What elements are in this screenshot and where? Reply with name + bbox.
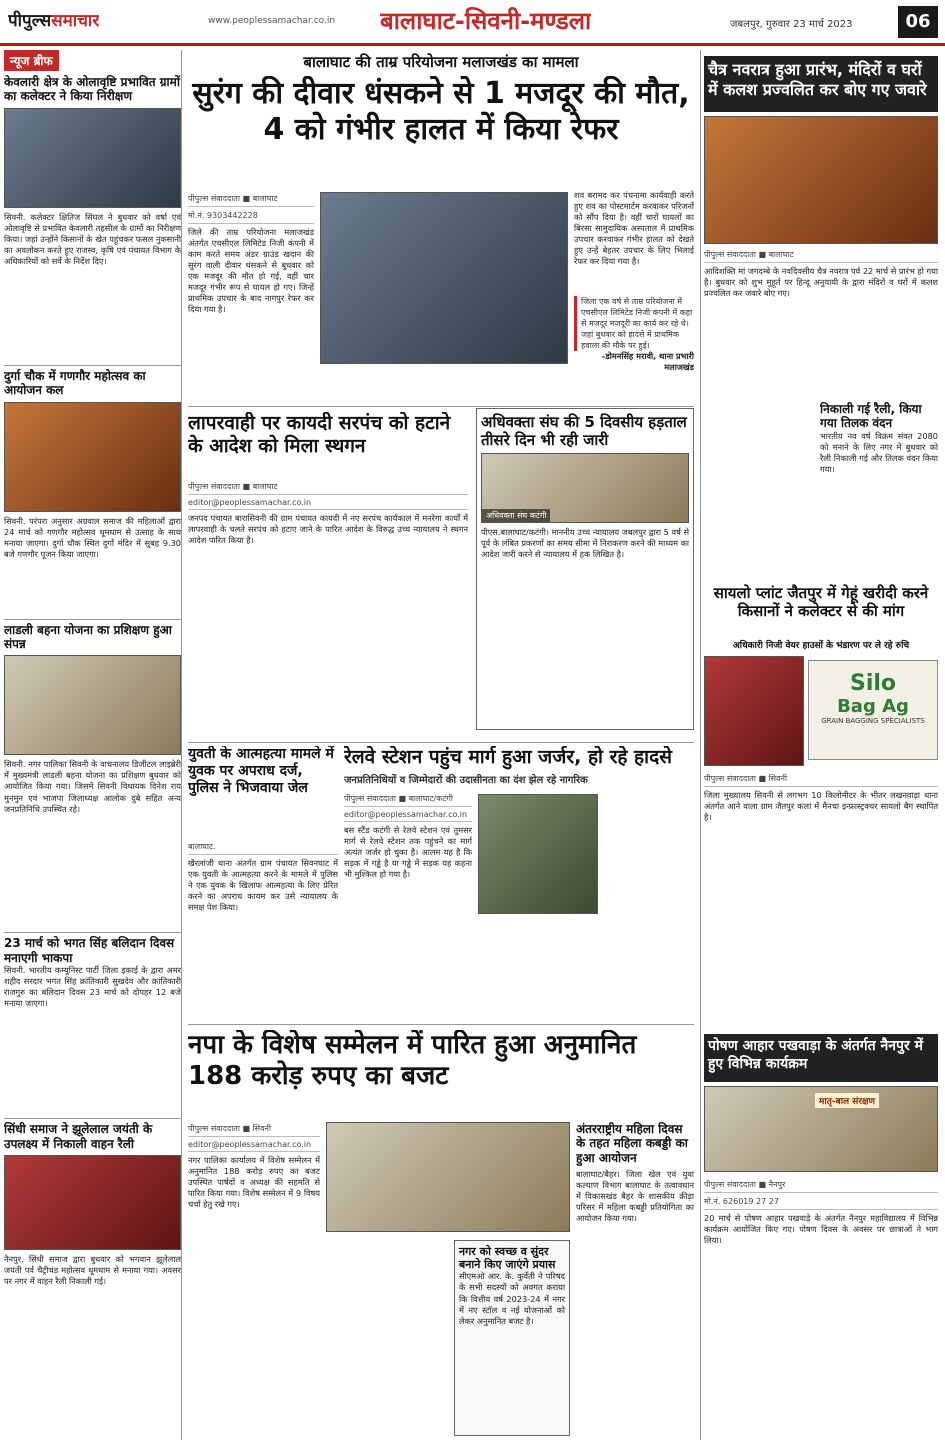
gangaur-photo [4, 402, 181, 512]
railway-headline[interactable]: रेलवे स्टेशन पहुंच मार्ग हुआ जर्जर, हो रहे हादसे [344, 746, 672, 768]
silo-logo-word1: Silo [849, 671, 897, 696]
poshan-banner: मातृ-बाल संरक्षण [815, 1093, 879, 1108]
rally-story [820, 402, 938, 572]
byline: पीपुल्स संवाददाता ■ बालाघाट [188, 481, 468, 495]
navratri-headline[interactable]: चैत्र नवरात्र हुआ प्रारंभ, मंदिरों व घरों में कलश प्रज्वलित कर बोए गए जवारे [704, 56, 938, 112]
brief-headline[interactable]: केवलारी क्षेत्र के ओलावृष्टि प्रभावित ग्रामों का कलेक्टर ने किया निरीक्षण [4, 75, 180, 104]
byline: पीपुल्स संवाददाता ■ बालाघाट [188, 193, 314, 207]
callout-body: सीएमओ आर. के. कुर्वेती ने परिषद के सभी सदस्यों को अवगत कराया कि वित्तीय वर्ष 2023-24 में नगर में नए स्टॉल व नई योजनाओं को लेकर अनुमानित बजट है। [459, 1271, 565, 1326]
sarpanch-body: जनपद पंचायत बारासिवनी की ग्राम पंचायत कायदी में नए सरपंच कार्यकाल में मनरेगा कार्यों में लापरवाही के चलते सरपंच को हटाए जाने के पारित आदेश के विरुद्ध उच्च न्यायालय ने स्थगन आदेश पारित किया है। [188, 513, 468, 546]
kabaddi-story [576, 1122, 694, 1440]
rally-body: भारतीय नव वर्ष विक्रम संवत 2080 को मनाने के लिए नगर में बुधवार को रैली निकाली गई और तिलक वंदन किया गया। [820, 430, 938, 474]
brief-body: नैनपुर. सिंधी समाज द्वारा बुधवार को भगवान झूलेलाल जयंती पर्व चैट्रीचंड महोत्सव धूमधाम से मनाया गया। अवसर पर नगर में वाहन रैली निकाली गई। [4, 1253, 181, 1287]
brief-headline[interactable]: सिंधी समाज ने झूलेलाल जयंती के उपलक्ष्य में निकाली वाहन रैली [4, 1122, 153, 1151]
grain-machine-photo [704, 656, 804, 766]
logo-part2: समाचार [51, 11, 100, 31]
kabaddi-headline[interactable]: अंतरराष्ट्रीय महिला दिवस के तहत महिला कबड्डी का हुआ आयोजन [576, 1122, 688, 1165]
mobile-number: मो.नं. 626019 27 27 [704, 1196, 938, 1210]
logo-part1: पीपुल्स [8, 11, 52, 31]
lead-headline[interactable]: सुरंग की दीवार धंसकने से 1 मजदूर की मौत, 4 को गंभीर हालत में किया रेफर [192, 76, 690, 147]
mobile-number: मो.नं. 9303442228 [188, 210, 314, 224]
field-inspection-photo [4, 108, 181, 208]
brief-headline[interactable]: दुर्गा चौक में गणगौर महोत्सव का आयोजन कल [4, 368, 146, 398]
page-number: 06 [898, 6, 938, 38]
brief-headline[interactable]: 23 मार्च को भगत सिंह बलिदान दिवस मनाएगी भाकपा [4, 936, 175, 965]
railway-body: बस स्टैंड कटंगी से रेलवे स्टेशन एवं तुमसर मार्ग से रेलवे स्टेशन तक पहुंचने का मार्ग अत्यंत जर्जर हो चुका है। आलम यह है कि सड़क में गड्ढे है या गड्ढे में सड़क यह कहना भी मुश्किल हो गया है। [344, 825, 472, 880]
budget-body: नगर पालिका कार्यालय में विशेष सम्मेलन में अनुमानित 188 करोड़ रुपए का बजट उपस्थित पार्षदों व अध्यक्ष की सहमति से पारित किया गया। विशेष सम्मेलन में 9 विषय चर्चा हेतु रखे गए। [188, 1155, 320, 1210]
railway-subhead: जनप्रतिनिधियों व जिम्मेदारों की उदासीनता का दंश झेल रहे नागरिक [344, 775, 588, 786]
brief-body: सिवनी. परंपरा अनुसार अग्रवाल समाज की महिलाओं द्वारा 24 मार्च को गणगौर महोत्सव धूमधाम से उत्साह के साथ मनाया जाएगा। दुर्गा चौक स्थित दुर्गा मंदिर में सुबह 9.30 बजे गणगौर पूजन किया जाएगा। [4, 515, 181, 559]
lead-kicker: बालाघाट की ताम्र परियोजना मलाजखंड का मामला [303, 53, 579, 71]
section-tag: न्यूज ब्रीफ [4, 50, 59, 71]
youth-body: खैरलांजी थाना अंतर्गत ग्राम पंचायत सिवनघाट में एक युवती के आत्महत्या करने के मामले में पुलिस ने एक युवक के खिलाफ आत्महत्या के लिए प्रेरित करने का अपराध कायम कर उसे न्यायालय के समक्ष पेश किया। [188, 858, 338, 913]
budget-headline[interactable]: नपा के विशेष सम्मेलन में पारित हुआ अनुमानित 188 करोड़ रुपए का बजट [188, 1030, 637, 1092]
email: editor@peoplessamachar.co.in [188, 1140, 320, 1152]
silo-logo-word2: Bag Ag [837, 696, 909, 717]
newspaper-logo[interactable] [8, 8, 99, 31]
lead-body: शव बरामद कर पंचनामा कार्यवाही करते हुए शव का पोस्टमार्टम करवाकर परिजनों को सौंप दिया है। वहीं चारों घायलों का बिरसा सामुदायिक अस्पताल में प्राथमिक उपचार करवाकर गंभीर हालत को देखते हुए उन्हें बेहतर उपचार के लिए भिलाई रेफर कर दिया गया है। [574, 190, 694, 267]
edition-title: बालाघाट-सिवनी-मण्डला [380, 7, 592, 35]
email: editor@peoplessamachar.co.in [344, 810, 472, 822]
divider [188, 1024, 694, 1025]
strike-story [476, 408, 694, 730]
brief-body: सिवनी. भारतीय कम्युनिस्ट पार्टी जिला इकाई के द्वारा अमर शहीद सरदार भगत सिंह क्रांतिकारी सुखदेव और क्रांतिकारी राजगुरु का बलिदान दिवस 23 मार्च को दोपहर 12 बजे मनाया जाएगा। [4, 965, 181, 1009]
byline: पीपुल्स संवाददाता ■ सिवनी [704, 773, 938, 787]
sarpanch-story [188, 478, 468, 738]
training-photo [4, 655, 181, 755]
byline: बालाघाट. [188, 841, 338, 855]
photo-board: अधिवक्ता संघ कटंगी [482, 509, 550, 522]
youth-headline[interactable]: युवती के आत्महत्या मामले में युवक पर अपराध दर्ज, पुलिस ने भिजवाया जेल [188, 746, 334, 796]
silo-subhead: अधिकारी निजी वेयर हाउसों के भंडारण पर ले रहे रुचि [732, 641, 910, 651]
lead-body: जिले की ताम्र परियोजना मलाजखंड अंतर्गत एचसीएल लिमिटेड निजी कंपनी में काम करते समय अंडर ग्राउंड खदान की सुरंग वाली दीवार धंसकने से बुधवार को एक मजदूर की मौत हो गई, वहीं चार मजदूर गंभीर रूप से घायल हो गए। जिन्हें प्राथमिक उपचार के बाद नागपुर रेफर कर दिया गया है। [188, 227, 314, 315]
court-building-photo [481, 453, 689, 523]
youth-story [188, 838, 338, 1018]
rally-headline[interactable]: निकाली गई रैली, किया गया तिलक वंदन [820, 402, 922, 431]
lead-quote: जिला एक वर्ष से ताम्र परियोजना में एचसीएल लिमिटेड निजी कंपनी में कहा से मजदूर मजदूरी का कार्य कर रहे थे। जहां बुधवार को हादसे में प्राथमिक हवाला की मौके पर हुई। [574, 296, 694, 351]
budget-callout [454, 1240, 570, 1436]
email: editor@peoplessamachar.co.in [188, 498, 468, 510]
brief-body: सिवनी. नगर पालिका सिवनी के वाचनालय डिजीटल लाइब्रेरी में मुख्यमंत्री लाडली बहना योजना का प्रशिक्षण बुधवार को आयोजित किया गया। जिसमें सिवनी विधायक दिनेश राय मुनमुन एवं भाजपा जिलाध्यक्ष आलोक दुबे सहित अन्य जनप्रतिनिधि उपस्थित रहे। [4, 759, 181, 814]
silo-story [704, 770, 938, 1020]
byline: पीपुल्स संवाददाता ■ बालाघाट [704, 249, 938, 263]
navratri-body: आदिशक्ति मां जगदम्बे के नवदिवसीय चैत्र नवरात्र पर्व 22 मार्च से प्रारंभ हो गया है। बुधवार को शुभ मुहूर्त पर हिन्दू अनुयायी के द्वारा मंदिरों व घरों में कलश प्रज्वलित कर जवारे बोए गए। [704, 266, 938, 299]
damaged-road-photo [478, 794, 598, 914]
silo-headline[interactable]: सायलो प्लांट जैतपुर में गेहूं खरीदी करने किसानों ने कलेक्टर से की मांग [713, 584, 929, 620]
byline: पीपुल्स संवाददाता ■ बालाघाट/कटंगी [344, 793, 472, 807]
news-brief-column [4, 50, 182, 1440]
silo-tagline: GRAIN BAGGING SPECIALISTS [821, 717, 925, 725]
railway-story [344, 790, 472, 1020]
kabaddi-body: बालाघाट/बैहर। जिला खेल एवं युवा कल्याण विभाग बालाघाट के तत्वावधान में विकासखंड बैहर के शासकीय क्रीड़ा परिसर में महिला कबड्डी प्रतियोगिता का आयोजन किया गया। [576, 1169, 694, 1224]
poshan-photo [704, 1086, 938, 1172]
mine-protest-photo [320, 192, 568, 364]
divider [188, 406, 694, 407]
rally-photo [4, 1155, 181, 1250]
strike-headline[interactable]: अधिवक्ता संघ की 5 दिवसीय हड़ताल तीसरे दिन भी रही जारी [481, 413, 687, 449]
brief-body: सिवनी. कलेक्टर क्षितिज सिंघल ने बुधवार को वर्षा एवं ओलावृष्टि से प्रभावित केवलारी तहसील के ग्रामों का निरीक्षण किया। जहां उन्होंने किसानों के खेत पहुंचकर फसल नुकसानी का अवलोकन करते हुए राजस्व, कृषि एवं पंचायत विभाग के अधिकारियों को सर्वे के निर्देश दिए। [4, 211, 181, 267]
brief-headline[interactable]: लाडली बहना योजना का प्रशिक्षण हुआ संपन्न [4, 622, 172, 651]
byline: पीपुल्स संवाददाता ■ नैनपुर [704, 1179, 938, 1193]
quote-attribution: -डोमनसिंह मरावी, थाना प्रभारी मलाजखंड [601, 351, 694, 373]
website-url[interactable]: www.peoplessamachar.co.in [208, 16, 336, 26]
lead-column-1 [188, 190, 314, 370]
callout-headline[interactable]: नगर को स्वच्छ व सुंदर बनाने किए जाएंगे प्रयास [459, 1245, 556, 1272]
navratri-photo [704, 116, 938, 244]
budget-story [188, 1120, 320, 1440]
sarpanch-headline[interactable]: लापरवाही पर कायदी सरपंच को हटाने के आदेश को मिला स्थगन [188, 412, 451, 457]
poshan-story [704, 1176, 938, 1440]
strike-body: पीएस.बालाघाट/कटंगी। माननीय उच्च न्यायालय जबलपुर द्वारा 5 वर्ष से पूर्व के लंबित प्रकरणों का समय सीमा में निराकरण करने की माध्यम का आदेश जारी करने से न्यायालय में हक लिखित है। [481, 527, 689, 560]
dateline: जबलपुर, गुरुवार 23 मार्च 2023 [730, 19, 853, 30]
poshan-body: 20 मार्च से पोषण आहार पखवाड़े के अंतर्गत नैनपुर महाविद्यालय में विभिन्न कार्यक्रम आयोजित किए गए। पोषण दिवस के अवसर पर छात्राओं ने भाग लिया। [704, 1213, 938, 1246]
silo-bag-ad[interactable] [808, 660, 938, 760]
council-meeting-photo [326, 1122, 570, 1232]
byline: पीपुल्स संवाददाता ■ सिवनी [188, 1123, 320, 1137]
divider [188, 742, 694, 743]
lead-quote-box [574, 296, 694, 396]
navratri-story [704, 246, 938, 396]
silo-body: जिला मुख्यालय सिवनी से लगभग 10 किलोमीटर के भीतर लखनवाड़ा थाना अंतर्गत आने वाला ग्राम जैतपुर कलां में मैनचा इन्फ्रास्ट्रक्चर सायलो बैग स्थापित है। [704, 790, 938, 823]
poshan-headline[interactable]: पोषण आहार पखवाड़ा के अंतर्गत नैनपुर में हुए विभिन्न कार्यक्रम [704, 1034, 938, 1082]
